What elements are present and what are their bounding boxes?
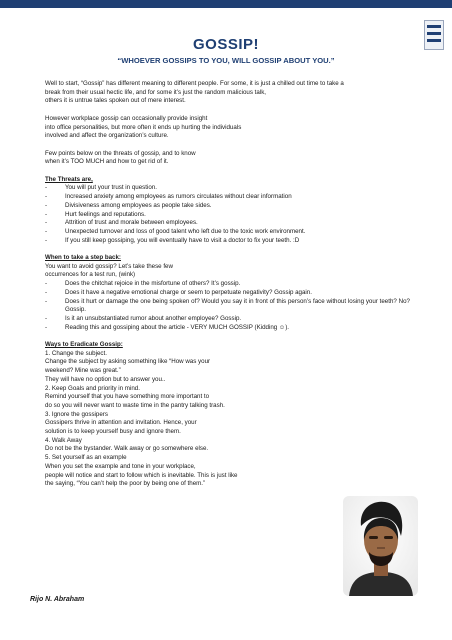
text-line: break from their usual hectic life, and for some it’s just the random malicious talk, [45,88,267,96]
list-item: - Is it an unsubstantiated rumor about another employee? Gossip. [45,315,410,324]
page-title: GOSSIP! [192,36,259,53]
author-photo [343,496,418,596]
text-line: the saying, “You can’t help the poor by being one of them.” [45,480,206,488]
text-line: Gossipers thrive in attention and invitation. Hence, your [45,419,197,427]
page-subtitle: “WHOEVER GOSSIPS TO YOU, WILL GOSSIP ABOUT YOU.” [117,56,335,65]
threats-heading: The Threats are, [45,175,93,183]
workplace-paragraph [45,115,410,141]
text-line: However workplace gossip can occasionally provide insight [45,114,208,122]
text-line: into office personalities, but more often it ends up hurting the individuals [45,123,242,131]
threats-section [45,176,410,246]
text-line: Remind yourself that you have something more important to [45,393,210,401]
intro-paragraph [45,80,410,106]
list-item: - Unexpected turnover and loss of good talent who left due to the toxic work environment. [45,228,410,237]
list-item: - Divisiveness among employees as people take sides. [45,202,410,211]
eradicate-heading: Ways to Eradicate Gossip: [45,341,123,349]
text-line: involved and affect the organization’s culture. [45,132,169,140]
text-line: others it is untrue tales spoken out of mere interest. [45,97,186,105]
text-line: When you set the example and tone in your workplace, [45,462,196,470]
text-line: solution is to keep yourself busy and ignore them. [45,428,181,436]
step-back-heading: When to take a step back: [45,254,121,261]
step-back-section [45,254,410,332]
step-label: 3. Ignore the gossipers [45,410,108,418]
step-label: 5. Set yourself as an example [45,454,127,462]
text-line: Well to start, “Gossip” has different meaning to different people. For some, it is just a chilled out time to take a [45,80,344,87]
list-item: - Attrition of trust and morale between employees. [45,219,410,228]
text-line: weekend? Mine was great.” [45,367,121,375]
text-line: They will have no option but to answer you.. [45,375,166,383]
list-item: - Does it have a negative emotional charge or seem to perpetuate negativity? Gossip again. [45,289,410,298]
list-item: - Does it hurt or damage the one being spoken of? Would you say it in front of this person’s face without losing your teeth? No? Gossip. [45,298,410,315]
step-label: 2. Keep Goals and priority in mind. [45,384,140,392]
article-body [45,80,410,489]
list-item: - Reading this and gossiping about the article - VERY MUCH GOSSIP (Kidding ☺). [45,324,410,333]
eradicate-section [45,341,410,489]
threats-intro-paragraph [45,150,410,167]
text-line: when it’s TOO MUCH and how to get rid of it. [45,158,169,166]
text-line: occurrences for a test run, (wink) [45,271,136,279]
step-label: 4. Walk Away [45,436,82,444]
author-name: Rijo N. Abraham [30,596,85,603]
text-line: do so you will never want to waste time in the pantry talking trash. [45,401,225,409]
text-line: Do not be the bystander. Walk away or go somewhere else. [45,445,209,453]
step-label: 1. Change the subject. [45,349,107,357]
list-item: - Does the chitchat rejoice in the misfortune of others? It’s gossip. [45,280,410,289]
text-line: people will notice and start to follow which is inevitable. This is just like [45,471,238,479]
list-item: - You will put your trust in question. [45,184,410,193]
text-line: Change the subject by asking something like “How was your [45,358,211,366]
top-bar [0,0,452,8]
text-line: Few points below on the threats of gossip, and to know [45,149,196,157]
list-item: - Increased anxiety among employees as rumors circulates without clear information [45,193,410,202]
list-item: - If you still keep gossiping, you will eventually have to visit a doctor to fix your teeth. :D [45,237,410,246]
text-line: You want to avoid gossip? Let’s take these few [45,262,173,270]
list-item: - Hurt feelings and reputations. [45,211,410,220]
person-portrait-icon [343,496,418,596]
